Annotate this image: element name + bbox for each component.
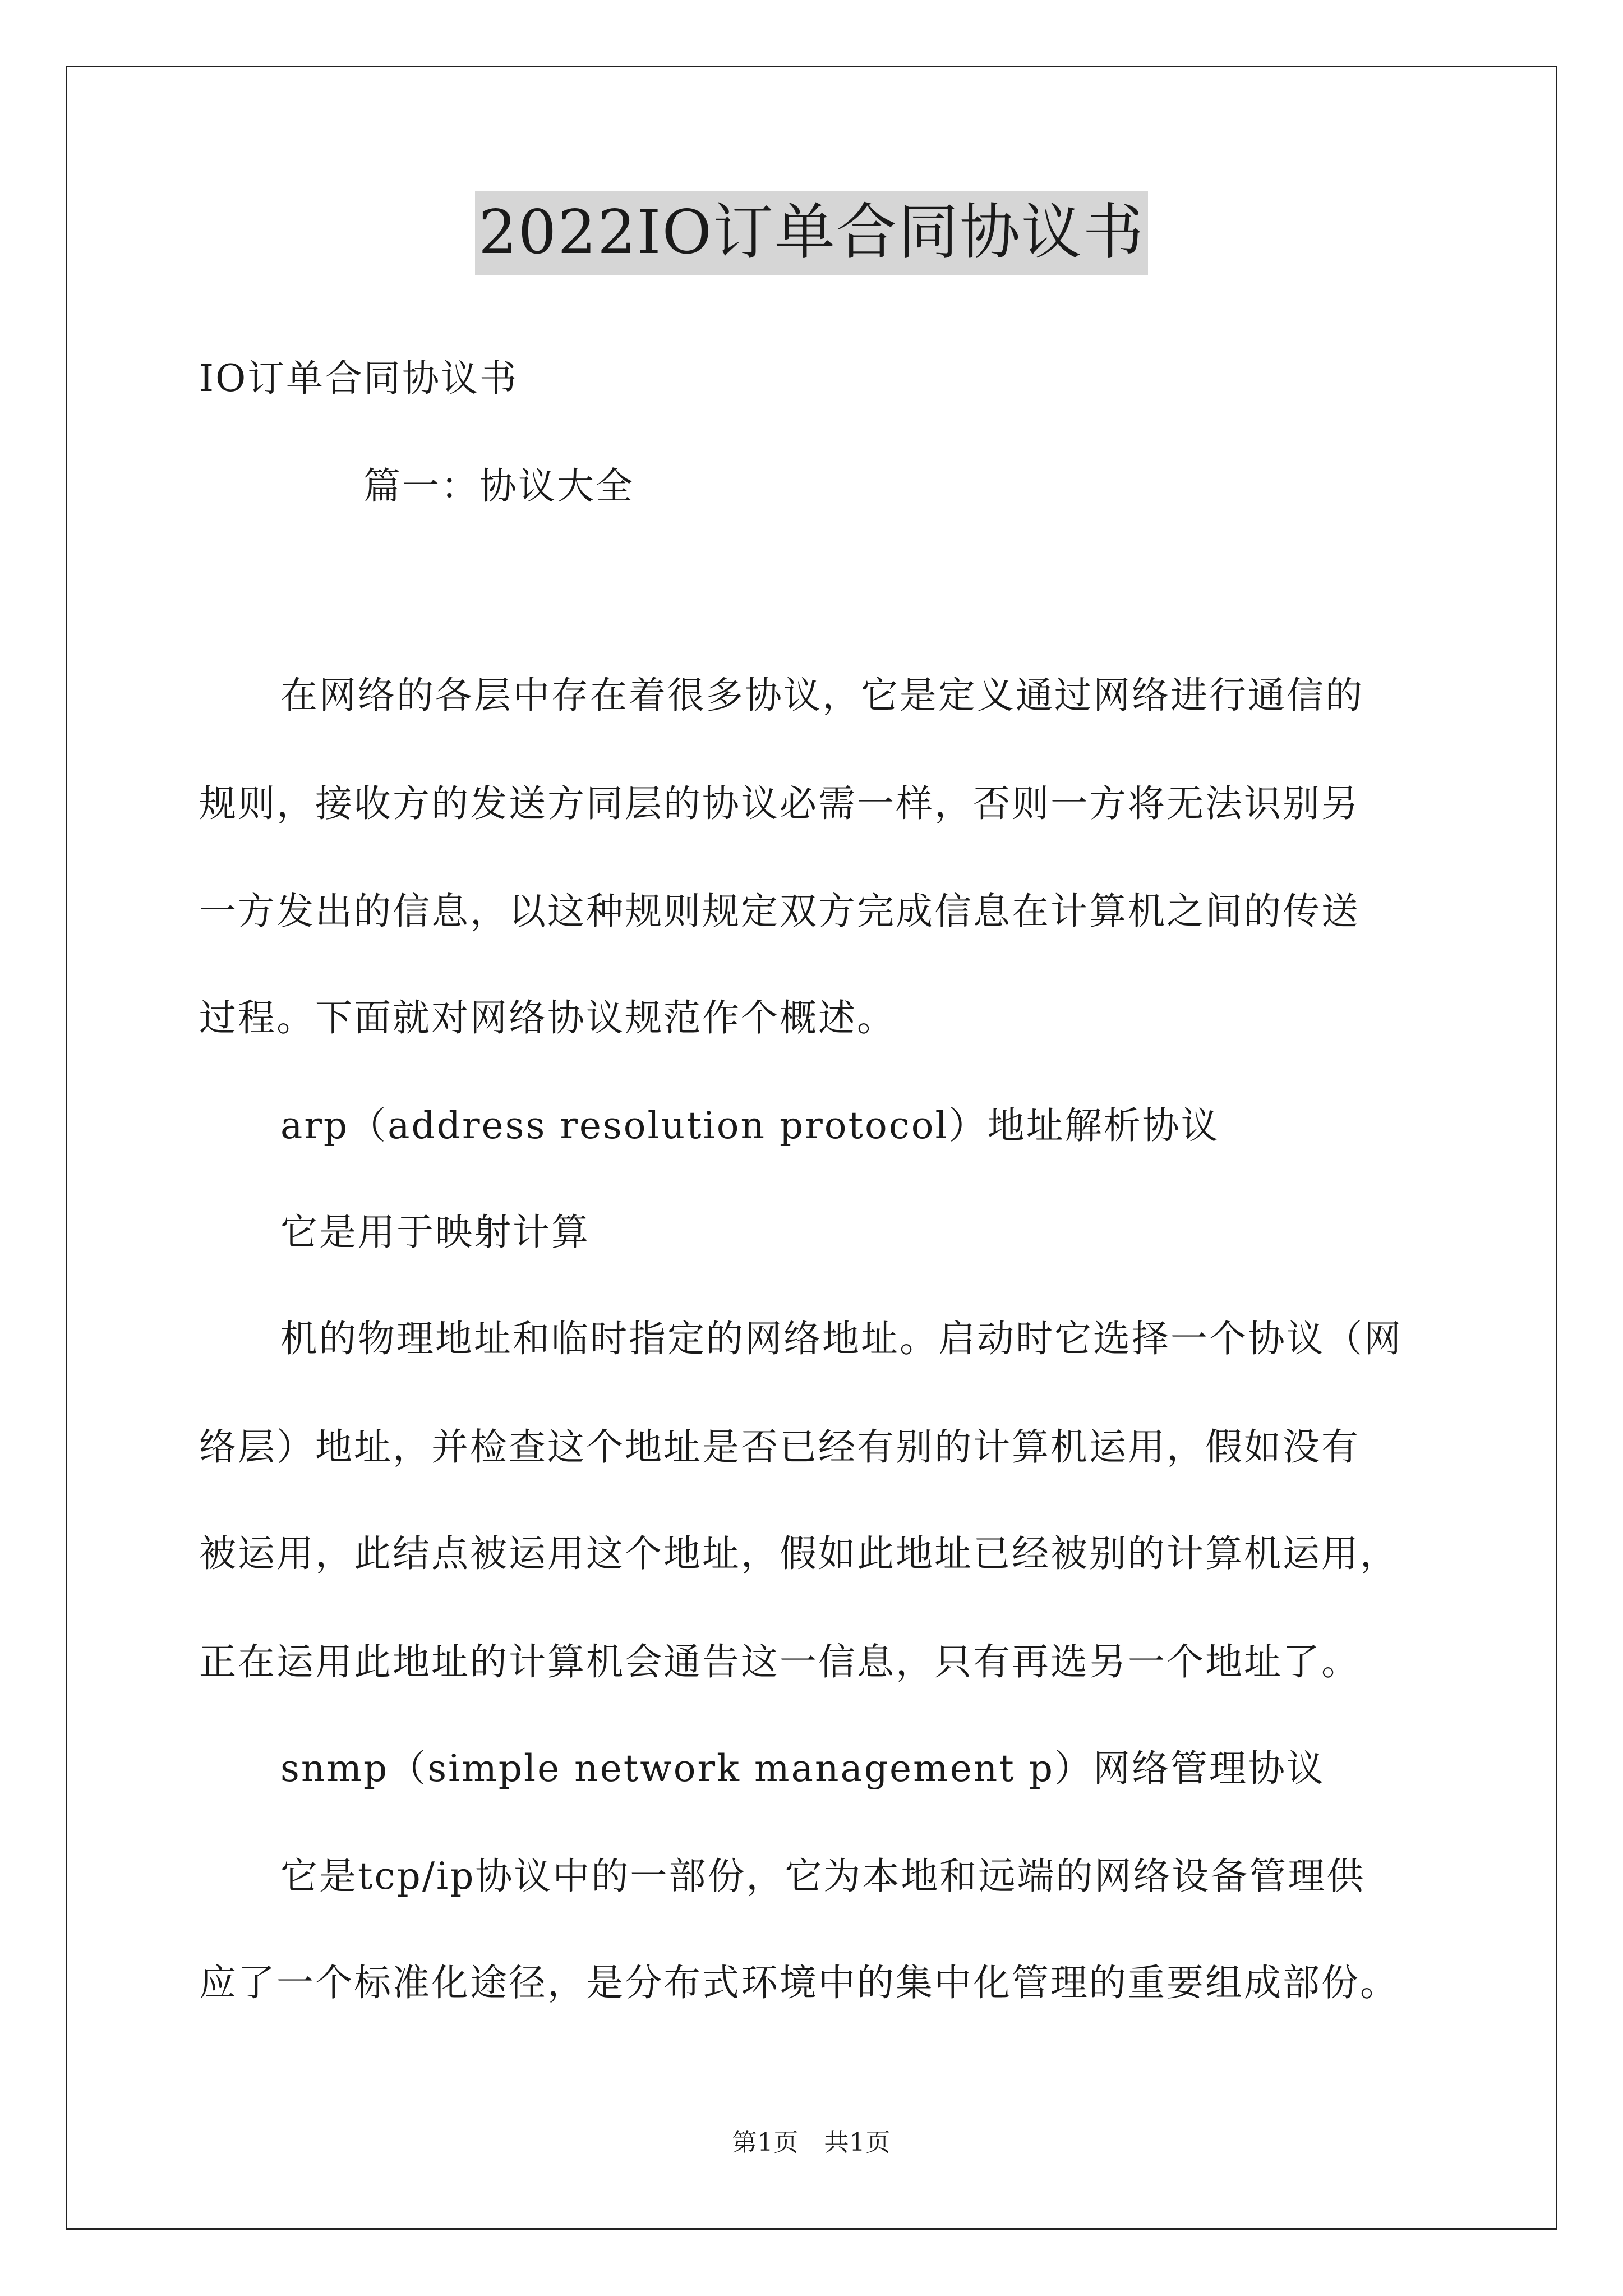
paragraph-line: 应了一个标准化途径，是分布式环境中的集中化管理的重要组成部份。 <box>199 1961 1399 2004</box>
paragraph-line: 规则，接收方的发送方同层的协议必需一样，否则一方将无法识别另 <box>199 782 1360 825</box>
section-heading: 篇一：协议大全 <box>363 464 634 508</box>
paragraph-line: snmp（simple network management p）网络管理协议 <box>280 1747 1326 1790</box>
paragraph-line: arp（address resolution protocol）地址解析协议 <box>280 1104 1220 1147</box>
paragraph-line: 它是用于映射计算 <box>280 1211 590 1254</box>
paragraph-line: 络层）地址，并检查这个地址是否已经有别的计算机运用，假如没有 <box>199 1425 1360 1469</box>
paragraph-line: 正在运用此地址的计算机会通告这一信息，只有再选另一个地址了。 <box>199 1640 1360 1683</box>
paragraph-line: 机的物理地址和临时指定的网络地址。启动时它选择一个协议（网 <box>280 1317 1403 1360</box>
paragraph-line: 过程。下面就对网络协议规范作个概述。 <box>199 996 896 1039</box>
page-footer: 第1页 共1页 <box>732 2128 891 2157</box>
paragraph-line: 被运用，此结点被运用这个地址，假如此地址已经被别的计算机运用， <box>199 1532 1399 1575</box>
paragraph-line: 它是tcp/ip协议中的一部份，它为本地和远端的网络设备管理供 <box>280 1855 1366 1898</box>
paragraph-line: 一方发出的信息，以这种规则规定双方完成信息在计算机之间的传送 <box>199 890 1360 933</box>
document-title: 2022IO订单合同协议书 <box>0 191 1623 275</box>
document-subtitle: IO订单合同协议书 <box>199 357 519 400</box>
paragraph-line: 在网络的各层中存在着很多协议，它是定义通过网络进行通信的 <box>280 674 1364 717</box>
